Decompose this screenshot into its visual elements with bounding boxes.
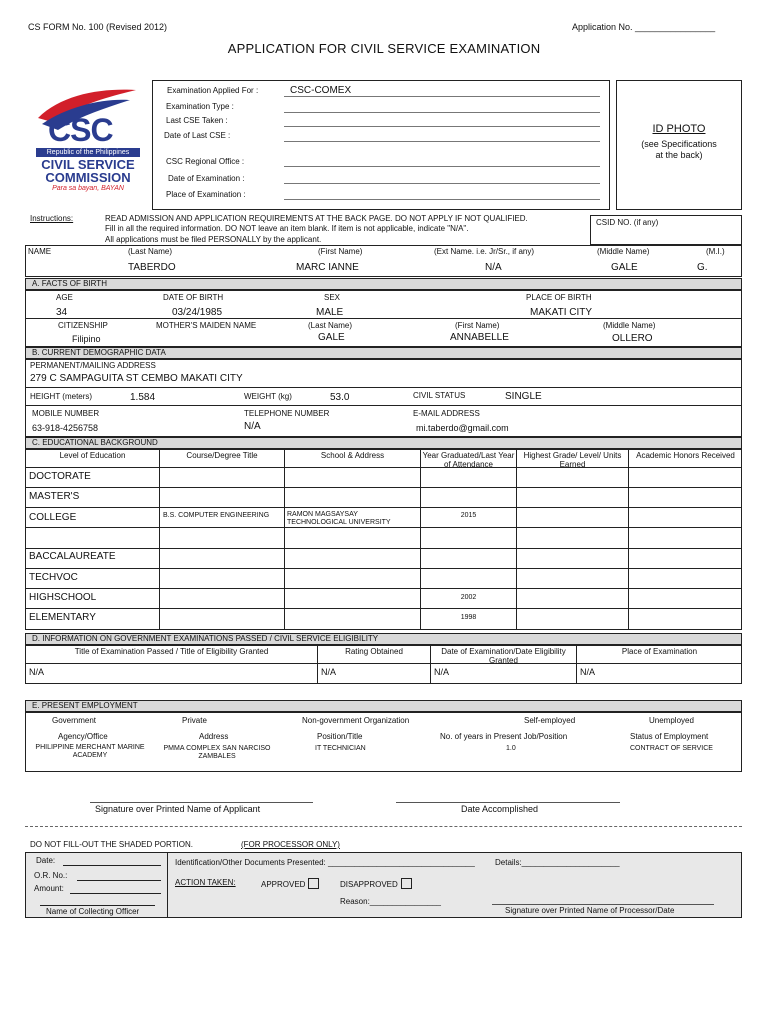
instructions-line3: All applications must be filed PERSONALLY by the applicant. [105,235,322,244]
gov-header-rating: Rating Obtained [345,647,403,656]
age-value[interactable]: 34 [56,307,68,318]
weight-value[interactable]: 53.0 [330,392,350,403]
last-cse-field[interactable] [284,126,600,127]
gov-header-date: Date of Examination/Date Eligibility Granted [441,647,566,665]
edu-row-masters: MASTER'S [29,491,80,502]
emp-position-value[interactable]: IT TECHNICIAN [315,745,366,752]
emp-header-address: Address [199,732,229,741]
age-label: AGE [56,293,73,302]
approved-label: APPROVED [261,880,306,889]
applicant-signature-label: Signature over Printed Name of Applicant [95,804,261,814]
emp-header-agency: Agency/Office [58,732,108,741]
edu-row-techvoc: TECHVOC [29,572,78,583]
date-accomplished-label: Date Accomplished [461,804,539,814]
telephone-label: TELEPHONE NUMBER [244,409,330,418]
mobile-label: MOBILE NUMBER [32,409,100,418]
proc-amount-label: Amount: [34,884,64,893]
edu-college-year[interactable]: 2015 [460,512,477,519]
mother-label: MOTHER'S MAIDEN NAME [156,321,257,330]
details-label[interactable]: Details:______________________ [495,858,620,867]
section-a-title: A. FACTS OF BIRTH [32,279,107,288]
place-exam-label: Place of Examination : [166,190,246,199]
middle-name-label: (Middle Name) [597,247,650,256]
date-exam-field[interactable] [284,183,600,184]
dob-label: DATE OF BIRTH [163,293,224,302]
dob-value[interactable]: 03/24/1985 [172,307,223,318]
id-photo-title: ID PHOTO [652,123,706,135]
disapproved-option[interactable] [340,878,412,889]
height-label: HEIGHT (meters) [30,392,93,401]
edu-row-college: COLLEGE [29,512,77,523]
edu-header-grade: Highest Grade/ Level/ Units Earned [523,451,622,469]
proc-or-label: O.R. No.: [34,871,68,880]
last-name-label: (Last Name) [128,247,173,256]
mother-first-label: (First Name) [455,321,500,330]
first-name-value[interactable]: MARC IANNE [296,262,359,273]
collecting-officer-line[interactable] [40,905,155,906]
regional-office-label: CSC Regional Office : [166,157,245,166]
date-last-cse-field[interactable] [284,141,600,142]
pob-value[interactable]: MAKATI CITY [530,307,593,318]
exam-type-field[interactable] [284,112,600,113]
csid-label: CSID NO. (if any) [596,218,659,227]
section-c-title: C. EDUCATIONAL BACKGROUND [32,438,158,447]
cut-line [25,826,742,827]
gov-header-place: Place of Examination [621,647,698,656]
sex-value[interactable]: MALE [316,307,344,318]
edu-header-course: Course/Degree Title [186,451,258,460]
weight-label: WEIGHT (kg) [244,392,292,401]
regional-office-field[interactable] [284,166,600,167]
id-photo-note: (see Specifications at the back) [641,139,717,160]
gov-rating-value[interactable]: N/A [321,667,337,677]
middle-name-value[interactable]: GALE [611,262,638,273]
edu-header-school: School & Address [320,451,385,460]
name-label: NAME [28,247,52,256]
mi-label: (M.I.) [706,247,725,256]
gov-header-title: Title of Examination Passed / Title of Eligibility Granted [74,647,269,656]
emp-years-value[interactable]: 1.0 [506,745,516,752]
edu-college-course[interactable]: B.S. COMPUTER ENGINEERING [163,512,270,519]
instructions-line1: READ ADMISSION AND APPLICATION REQUIREMENTS AT THE BACK PAGE. DO NOT APPLY IF NOT QUALIFIED. [105,214,528,223]
proc-date-field[interactable] [63,865,161,866]
proc-or-field[interactable] [77,880,161,881]
shaded-notice: DO NOT FILL-OUT THE SHADED PORTION. [30,840,193,849]
edu-header-year: Year Graduated/Last Year of Attendance [422,451,515,469]
section-a-header [25,278,742,290]
employment-private[interactable]: Private [182,716,207,725]
logo-banner: Republic of the Philippines [36,148,140,157]
first-name-label: (First Name) [318,247,363,256]
form-number: CS FORM No. 100 (Revised 2012) [28,22,168,32]
application-number[interactable]: Application No. ________________ [572,22,716,32]
csc-logo [32,84,144,196]
date-last-cse-label: Date of Last CSE : [164,131,231,140]
education-table [25,449,742,630]
civil-status-label: CIVIL STATUS [413,391,466,400]
mother-first-value[interactable]: ANNABELLE [450,332,509,343]
citizenship-label: CITIZENSHIP [58,321,108,330]
citizenship-value[interactable]: Filipino [72,334,101,344]
mobile-value[interactable]: 63-918-4256758 [32,423,99,433]
logo-line2: COMMISSION [45,170,131,185]
reason-label[interactable]: Reason:________________ [340,897,441,906]
sex-label: SEX [324,293,341,302]
proc-amount-field[interactable] [70,893,161,894]
id-docs-label[interactable]: Identification/Other Documents Presented: _________________________________ [175,858,475,867]
edu-header-honors: Academic Honors Received [636,451,735,460]
date-accomplished-line[interactable] [396,802,620,803]
emp-address-value[interactable]: PMMA COMPLEX SAN NARCISO ZAMBALES [163,745,271,760]
section-d-title: D. INFORMATION ON GOVERNMENT EXAMINATIONS PASSED / CIVIL SERVICE ELIGIBILITY [32,634,379,643]
mother-last-value[interactable]: GALE [318,332,345,343]
form-title: APPLICATION FOR CIVIL SERVICE EXAMINATION [227,41,541,56]
edu-college-school[interactable]: RAMON MAGSAYSAY TECHNOLOGICAL UNIVERSITY [287,511,391,526]
employment-self[interactable]: Self-employed [524,716,576,725]
section-b-title: B. CURRENT DEMOGRAPHIC DATA [32,348,166,357]
processor-signature-label: Signature over Printed Name of Processor/Date [505,906,675,915]
for-processor-label: (FOR PROCESSOR ONLY) [241,840,340,849]
exam-type-label: Examination Type : [166,102,234,111]
approved-checkbox[interactable] [308,878,319,889]
last-name-value[interactable]: TABERDO [128,262,176,273]
edu-highschool-year[interactable]: 2002 [460,594,477,601]
emp-header-status: Status of Employment [630,732,709,741]
logo-acronym: CSC [48,112,113,148]
mother-middle-label: (Middle Name) [603,321,656,330]
ext-name-label: (Ext Name. i.e. Jr/Sr., if any) [434,247,535,256]
collecting-officer-label: Name of Collecting Officer [46,907,140,916]
action-taken-label: ACTION TAKEN: [175,878,236,887]
edu-header-level: Level of Education [59,451,126,460]
emp-agency-value[interactable]: PHILIPPINE MERCHANT MARINE ACADEMY [35,744,145,759]
employment-government[interactable]: Government [52,716,97,725]
email-label: E-MAIL ADDRESS [413,409,480,418]
applicant-signature-line[interactable] [90,802,313,803]
address-label: PERMANENT/MAILING ADDRESS [30,361,156,370]
instructions-label: Instructions: [30,214,74,223]
height-value[interactable]: 1.584 [130,392,156,403]
edu-row-highschool: HIGHSCHOOL [29,592,97,603]
section-e-title: E. PRESENT EMPLOYMENT [32,701,138,710]
proc-date-label: Date: [36,856,56,865]
edu-row-elementary: ELEMENTARY [29,612,96,623]
emp-header-position: Position/Title [317,732,363,741]
disapproved-checkbox[interactable] [401,878,412,889]
mi-value[interactable]: G. [697,262,708,273]
edu-row-baccalaureate: BACCALAUREATE [29,551,116,562]
last-cse-label: Last CSE Taken : [166,116,228,125]
logo-tagline: Para sa bayan, BAYAN [52,185,124,192]
gov-title-value[interactable]: N/A [29,667,45,677]
approved-option[interactable] [261,878,319,889]
mother-middle-value[interactable]: OLLERO [612,333,653,344]
gov-place-value[interactable]: N/A [580,667,596,677]
telephone-value[interactable]: N/A [244,421,261,432]
processor-signature-line[interactable] [492,904,714,905]
gov-date-value[interactable]: N/A [434,667,450,677]
email-value[interactable]: mi.taberdo@gmail.com [416,423,509,433]
date-exam-label: Date of Examination : [168,174,245,183]
exam-applied-value[interactable]: CSC-COMEX [290,85,352,96]
mother-last-label: (Last Name) [308,321,353,330]
emp-status-value[interactable]: CONTRACT OF SERVICE [630,745,713,752]
place-exam-field[interactable] [284,199,600,200]
edu-elementary-year[interactable]: 1998 [460,614,477,621]
edu-row-doctorate: DOCTORATE [29,471,91,482]
ext-name-value[interactable]: N/A [485,262,502,273]
pob-label: PLACE OF BIRTH [526,293,592,302]
employment-unemployed[interactable]: Unemployed [649,716,694,725]
logo-line1: CIVIL SERVICE [41,157,135,172]
exam-applied-label: Examination Applied For : [167,86,259,95]
employment-ngo[interactable]: Non-government Organization [302,716,410,725]
civil-status-value[interactable]: SINGLE [505,391,542,402]
address-value[interactable]: 279 C SAMPAGUITA ST CEMBO MAKATI CITY [30,373,243,384]
disapproved-label: DISAPPROVED [340,880,398,889]
instructions-line2: Fill in all the required information. DO NOT leave an item blank. If item is not applicable, indicate "N/A". [105,224,469,233]
emp-header-years: No. of years in Present Job/Position [440,732,568,741]
